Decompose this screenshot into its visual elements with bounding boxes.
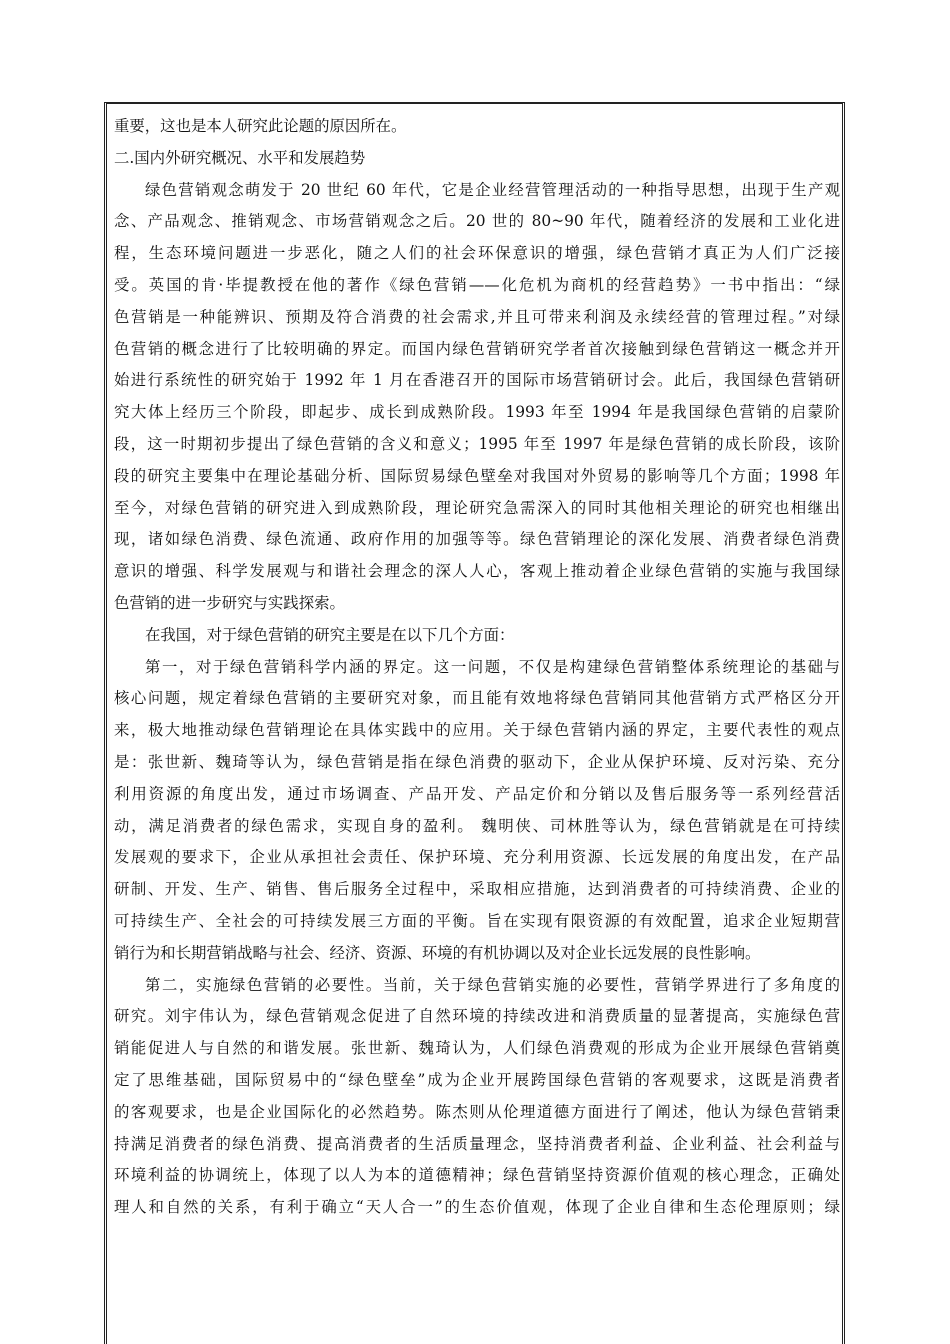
text-line: 色营销是一种能辨识、预期及符合消费的社会需求,并且可带来利润及永续经营的管理过程。”对绿 (114, 307, 840, 326)
text-line: 色营销的进一步研究与实践探索。 (114, 593, 345, 612)
text-line: 现，诸如绿色消费、绿色流通、政府作用的加强等等。绿色营销理论的深化发展、消费者绿色消费 (114, 530, 840, 549)
text-line: 在我国，对于绿色营销的研究主要是在以下几个方面： (145, 625, 515, 644)
text-line: 第一，对于绿色营销科学内涵的界定。这一问题，不仅是构建绿色营销整体系统理论的基础与 (145, 657, 840, 676)
document-body (114, 111, 840, 1224)
text-line: 色营销的概念进行了比较明确的界定。而国内绿色营销研究学者首次接触到绿色营销这一概念并开 (114, 339, 840, 358)
text-line: 段，这一时期初步提出了绿色营销的含义和意义；1995 年至 1997 年是绿色营销的成长阶段，该阶 (114, 434, 840, 453)
text-line: 销能促进人与自然的和谐发展。张世新、魏琦认为，人们绿色消费观的形成为企业开展绿色营销奠 (114, 1039, 840, 1058)
text-line: 第二，实施绿色营销的必要性。当前，关于绿色营销实施的必要性，营销学界进行了多角度的 (145, 975, 840, 994)
text-line: 环境利益的协调统上，体现了以人为本的道德精神；绿色营销坚持资源价值观的核心理念，正确处 (114, 1166, 840, 1185)
text-line: 至今，对绿色营销的研究进入到成熟阶段，理论研究急需深入的同时其他相关理论的研究也相继出 (114, 498, 840, 517)
text-line: 来，极大地推动绿色营销理论在具体实践中的应用。关于绿色营销内涵的界定，主要代表性的观点 (114, 721, 840, 740)
text-line: 发展观的要求下，企业从承担社会责任、保护环境、充分利用资源、长远发展的角度出发，在产品 (114, 848, 840, 867)
text-line: 核心问题，规定着绿色营销的主要研究对象，而且能有效地将绿色营销同其他营销方式严格区分开 (114, 689, 840, 708)
text-line: 始进行系统性的研究始于 1992 年 1 月在香港召开的国际市场营销研讨会。此后，我国绿色营销研 (114, 371, 840, 390)
text-line: 理人和自然的关系，有利于确立“天人合一”的生态价值观，体现了企业自律和生态伦理原则；绿 (114, 1198, 840, 1217)
text-line: 意识的增强、科学发展观与和谐社会理念的深人人心，客观上推动着企业绿色营销的实施与我国绿 (114, 562, 840, 581)
text-line: 程，生态环境问题进一步恶化，随之人们的社会环保意识的增强，绿色营销才真正为人们广泛接 (114, 244, 840, 263)
text-line: 可持续生产、全社会的可持续发展三方面的平衡。旨在实现有限资源的有效配置，追求企业短期营 (114, 911, 840, 930)
text-line: 念、产品观念、推销观念、市场营销观念之后。20 世的 80~90 年代，随着经济的发展和工业化进 (114, 212, 840, 231)
text-line: 重要，这也是本人研究此论题的原因所在。 (114, 117, 407, 135)
text-line: 绿色营销观念萌发于 20 世纪 60 年代，它是企业经营管理活动的一种指导思想，出现于生产观 (145, 180, 840, 199)
text-line: 销行为和长期营销战略与社会、经济、资源、环境的有机协调以及对企业长远发展的良性影响。 (114, 943, 761, 962)
text-line: 研制、开发、生产、销售、售后服务全过程中，采取相应措施，达到消费者的可持续消费、企业的 (114, 880, 840, 899)
text-line: 研究。刘宇伟认为，绿色营销观念促进了自然环境的持续改进和消费质量的显著提高，实施绿色营 (114, 1007, 840, 1026)
text-line: 持满足消费者的绿色消费、提高消费者的生活质量理念，坚持消费者利益、企业利益、社会利益与 (114, 1134, 840, 1153)
text-line: 段的研究主要集中在理论基础分析、国际贸易绿色壁垒对我国对外贸易的影响等几个方面；1998 年 (114, 466, 840, 485)
text-line: 动，满足消费者的绿色需求，实现自身的盈利。 魏明侠、司林胜等认为，绿色营销就是在可持续 (114, 816, 840, 835)
text-line: 二.国内外研究概况、水平和发展趋势 (114, 148, 366, 167)
text-line: 受。英国的肯·毕提教授在他的著作《绿色营销——化危机为商机的经营趋势》一书中指出：“绿 (114, 275, 840, 294)
text-line: 定了思维基础，国际贸易中的“绿色壁垒”成为企业开展跨国绿色营销的客观要求，这既是消费者 (114, 1070, 840, 1089)
text-line: 利用资源的角度出发，通过市场调查、产品开发、产品定价和分销以及售后服务等一系列经营活 (114, 784, 840, 803)
text-line: 究大体上经历三个阶段，即起步、成长到成熟阶段。1993 年至 1994 年是我国绿色营销的启蒙阶 (114, 403, 840, 422)
text-line: 是：张世新、魏琦等认为，绿色营销是指在绿色消费的驱动下，企业从保护环境、反对污染、充分 (114, 752, 840, 771)
text-line: 的客观要求，也是企业国际化的必然趋势。陈杰则从伦理道德方面进行了阐述，他认为绿色营销秉 (114, 1102, 840, 1121)
